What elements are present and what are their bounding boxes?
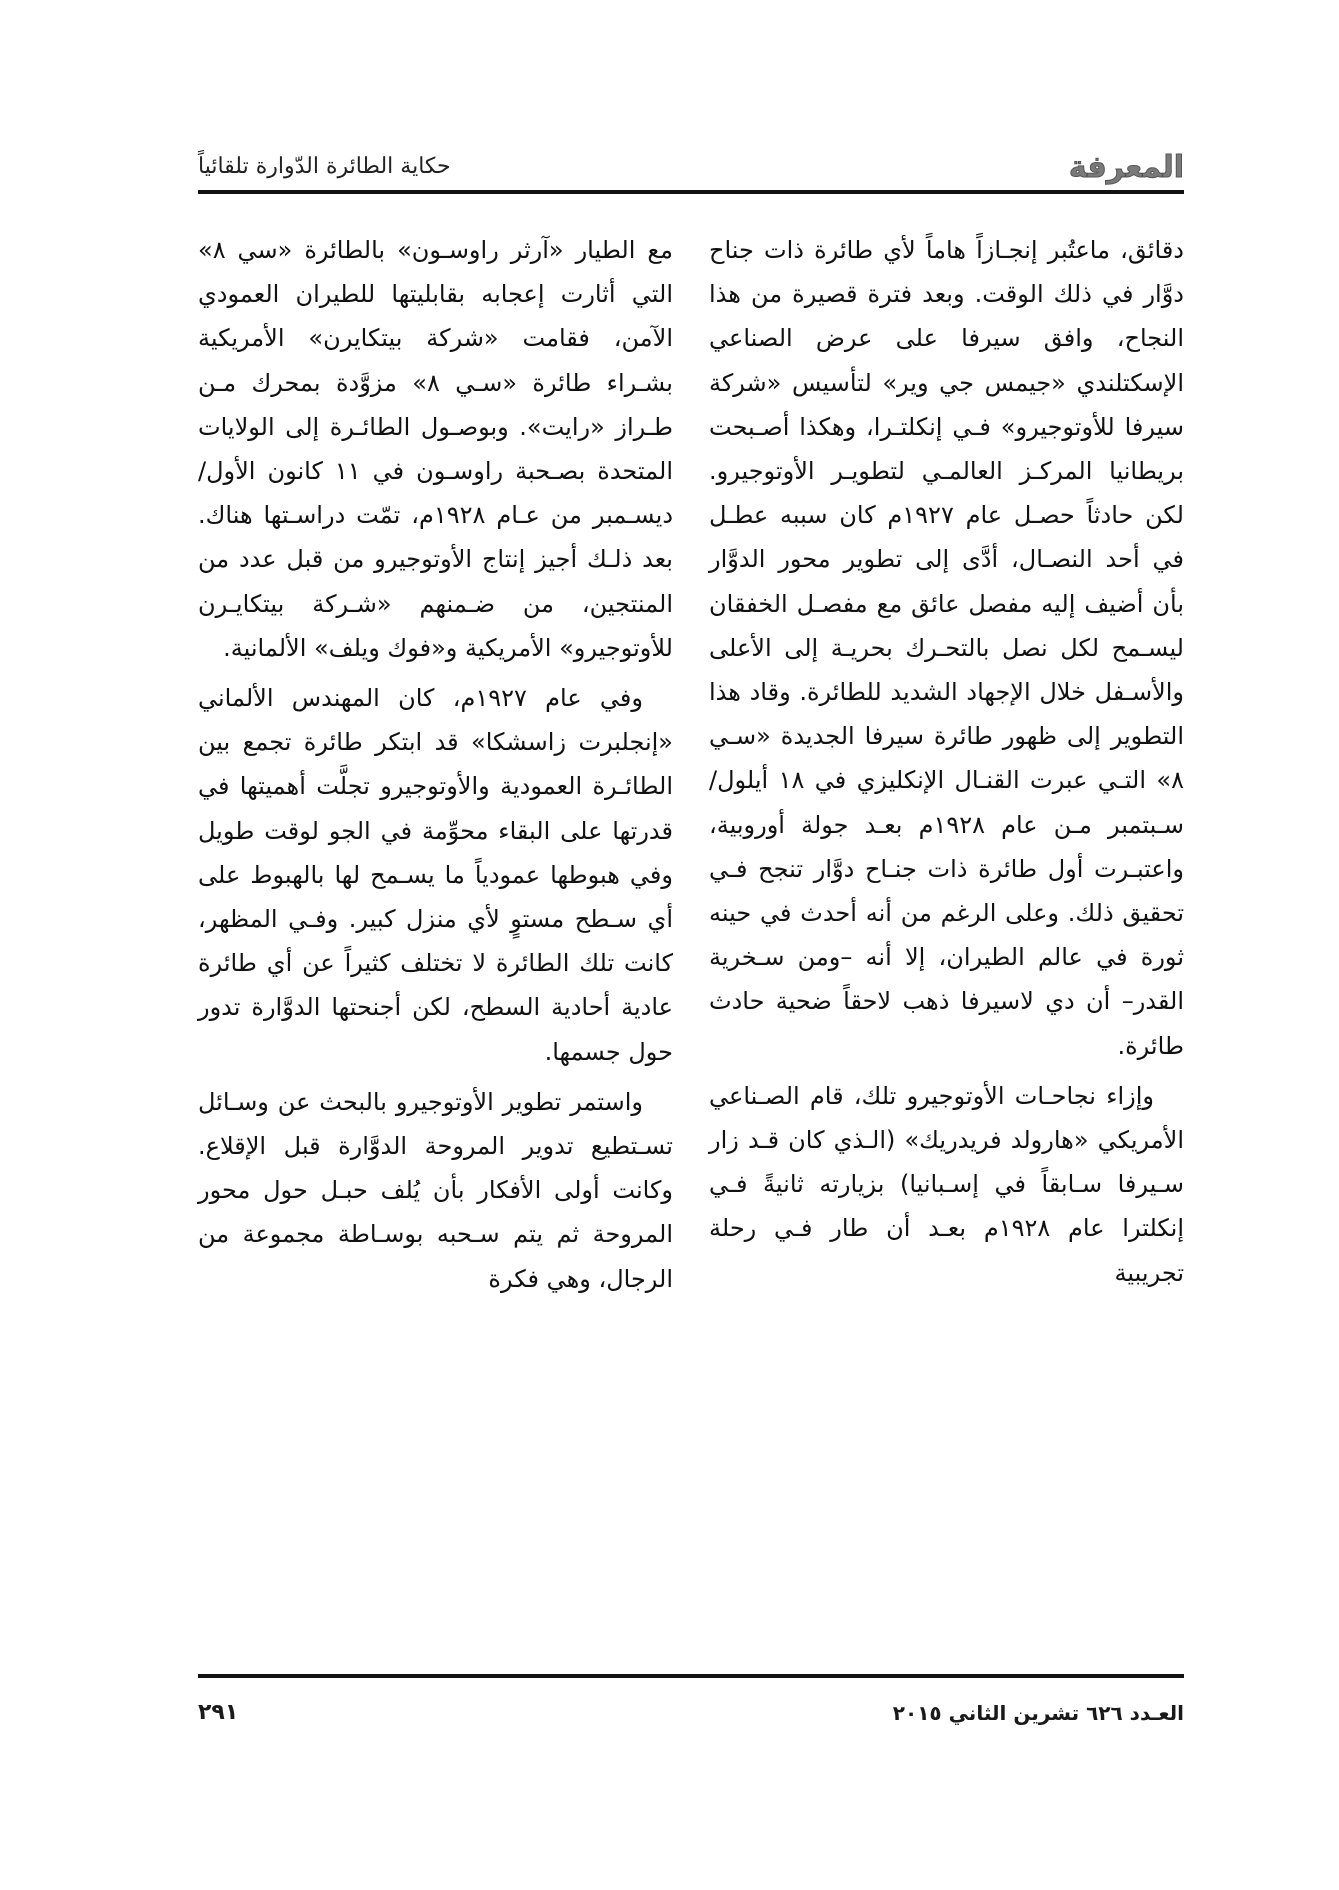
- right-column: [709, 228, 1184, 1295]
- page-footer: [198, 1700, 1184, 1725]
- magazine-logo: المعرفة: [1068, 150, 1184, 185]
- paragraph: وفي عام ١٩٢٧م، كان المهندس الألماني «إنجلبرت زاسشكا» قد ابتكر طائرة تجمع بين الطائـرة العمودية والأوتوجيرو تجلَّت أهميتها في قدرتها على البقاء محوِّمة في الجو لوقت طويل وفي هبوطها عمودياً ما يسـمح لها بالهبوط على أي سـطح مستوٍ لأي منزل كبير. وفـي المظهر، كانت تلك الطائرة لا تختلف كثيراً عن أي طائرة عادية أحادية السطح، لكن أجنحتها الدوَّارة تدور حول جسمها.: [198, 684, 673, 1066]
- page-number: ٢٩١: [198, 1700, 239, 1725]
- left-column: [198, 228, 673, 1301]
- paragraph: وإزاء نجاحـات الأوتوجيرو تلك، قام الصـناعي الأمريكي «هارولد فريدريك» (الـذي كان قـد زار سـيرفا سـابقاً في إسـبانيا) بزيارته ثانيةً فـي إنكلترا عام ١٩٢٨م بعـد أن طار فـي رحلة تجريبية: [709, 1081, 1184, 1287]
- page-header: [198, 135, 1184, 183]
- paragraph: مع الطيار «آرثر راوسـون» بالطائرة «سي ٨» التي أثارت إعجابه بقابليتها للطيران العمودي الآمن، فقامت «شركة بيتكايرن» الأمريكية بشـراء طائرة «سـي ٨» مزوَّدة بمحرك مـن طـراز «رايت». وبوصـول الطائـرة إلى الولايات المتحدة بصـحبة راوسـون في ١١ كانون الأول/ ديسـمبر من عـام ١٩٢٨م، تمّت دراسـتها هناك. بعد ذلـك أجيز إنتاج الأوتوجيرو من قبل عدد من المنتجين، من ضـمنهم «شـركة بيتكايـرن للأوتوجيرو» الأمريكية و«فوك ويلف» الألمانية.: [198, 236, 674, 662]
- footer-divider: [198, 1674, 1184, 1678]
- paragraph: دقائق، ماعتُبر إنجـازاً هاماً لأي طائرة ذات جناح دوَّار في ذلك الوقت. وبعد فترة قصيرة من هذا النجاح، وافق سيرفا على عرض الصناعي الإسكتلندي «جيمس جي وير» لتأسيس «شركة سيرفا للأوتوجيرو» فـي إنكلتـرا، وهكذا أصـبحت بريطانيا المركـز العالمـي لتطويـر الأوتوجيرو. لكن حادثاً حصـل عام ١٩٢٧م كان سببه عطـل في أحد النصـال، أدَّى إلى تطوير محور الدوَّار بأن أضيف إليه مفصل عائق مع مفصـل الخفقان ليسـمح لكل نصل بالتحـرك بحريـة إلى الأعلى والأسـفل خلال الإجهاد الشديد للطائرة. وقاد هذا التطوير إلى ظهور طائرة سيرفا الجديدة «سـي ٨» التـي عبرت القنـال الإنكليزي في ١٨ أيلول/ سـبتمبر مـن عام ١٩٢٨م بعـد جولة أوروبية، واعتبـرت أول طائرة ذات جنـاح دوَّار تنجح فـي تحقيق ذلك. وعلى الرغم من أنه أحدث في حينه ثورة في عالم الطيران، إلا أنه –ومن سـخرية القدر– أن دي لاسيرفا ذهب لاحقاً ضحية حادث طائرة.: [709, 236, 1184, 1060]
- header-divider: [198, 190, 1184, 194]
- running-title: حكاية الطائرة الدّوارة تلقائياً: [198, 154, 451, 179]
- paragraph: واستمر تطوير الأوتوجيرو بالبحث عن وسـائل تسـتطيع تدوير المروحة الدوَّارة قبل الإقلاع. وكانت أولى الأفكار بأن يُلف حبـل حول محور المروحة ثم يتم سـحبه بوسـاطة مجموعة من الرجال، وهي فكرة: [198, 1087, 673, 1293]
- issue-info: العـدد ٦٢٦ تشرين الثاني ٢٠١٥: [892, 1700, 1184, 1725]
